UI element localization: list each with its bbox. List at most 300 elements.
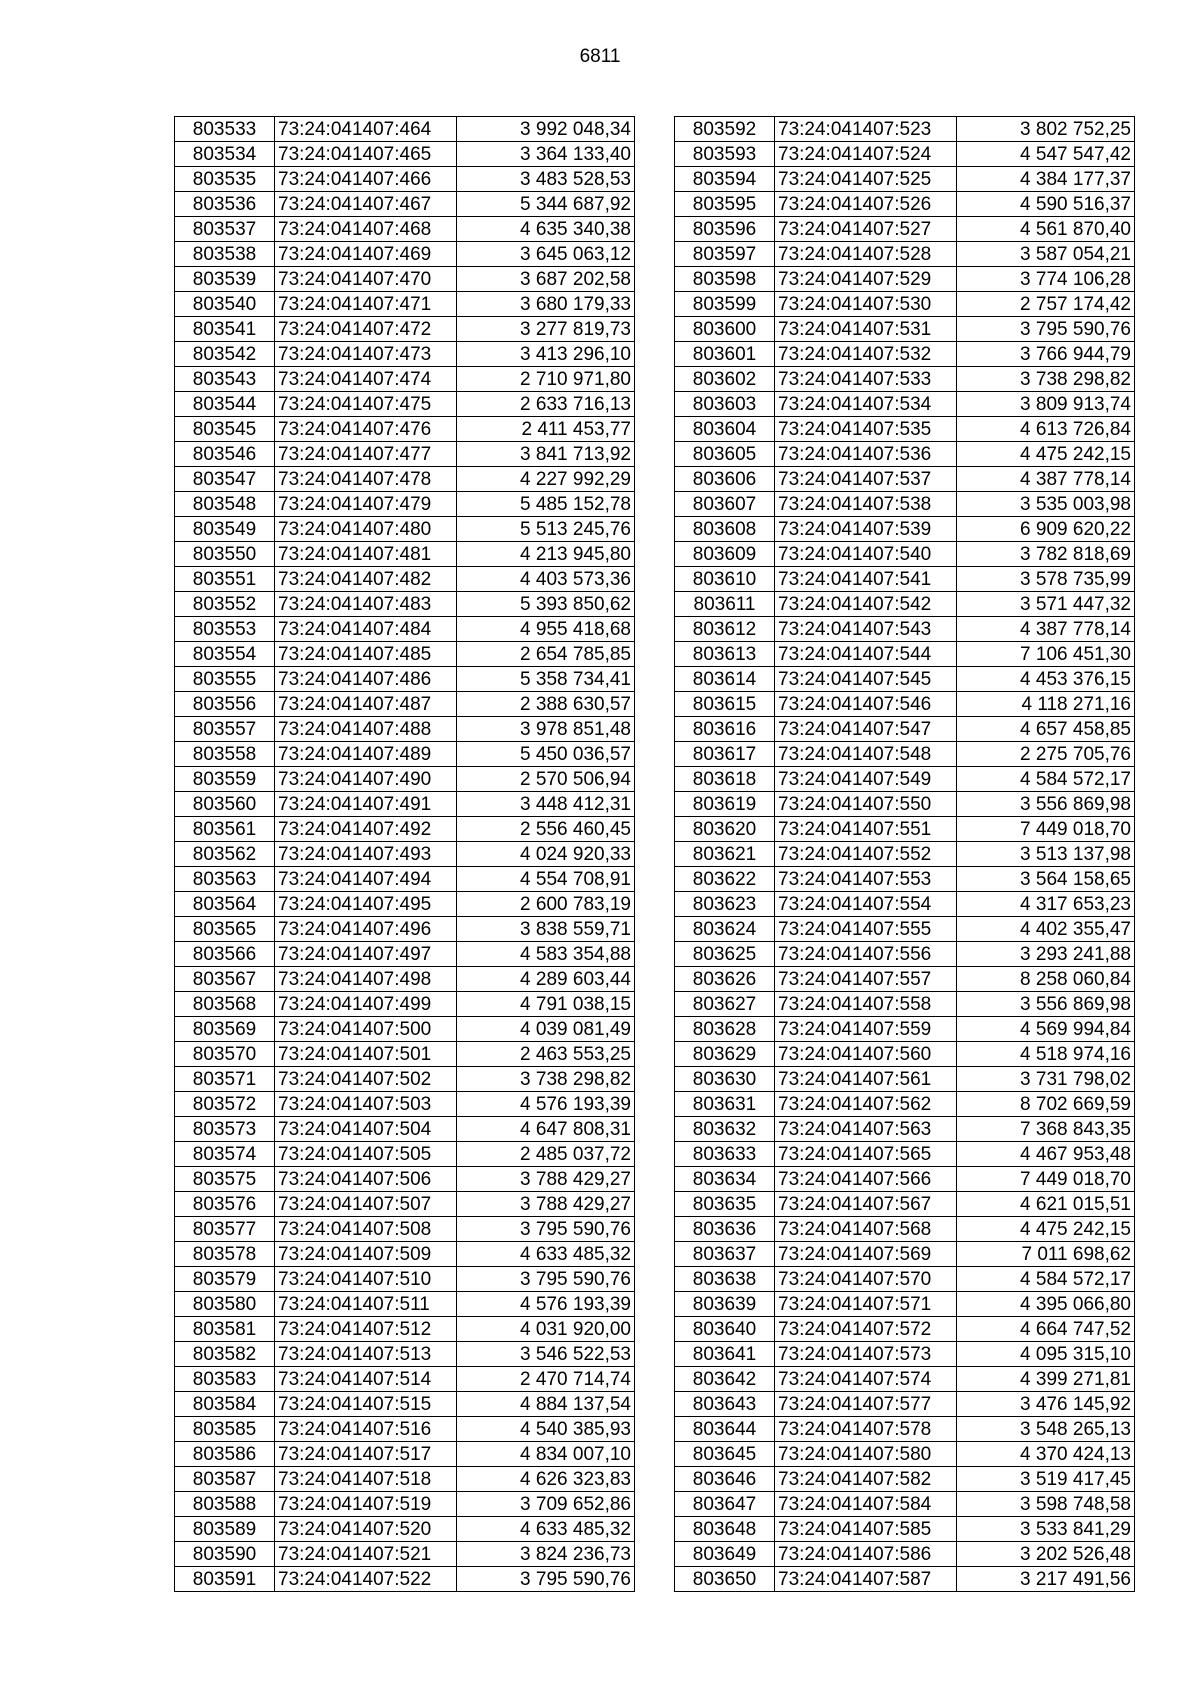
record-number-cell: 803588 <box>175 1492 275 1517</box>
cadastral-number-cell: 73:24:041407:530 <box>775 292 957 317</box>
record-number-cell: 803621 <box>675 842 775 867</box>
cadastral-value-cell: 3 548 265,13 <box>957 1417 1135 1442</box>
table-row <box>175 1217 635 1242</box>
record-number-cell: 803589 <box>175 1517 275 1542</box>
table-row <box>175 442 635 467</box>
record-number-cell: 803549 <box>175 517 275 542</box>
cadastral-number-cell: 73:24:041407:487 <box>275 692 457 717</box>
record-number-cell: 803564 <box>175 892 275 917</box>
table-row <box>675 1392 1135 1417</box>
cadastral-number-cell: 73:24:041407:560 <box>775 1042 957 1067</box>
cadastral-value-cell: 3 738 298,82 <box>457 1067 635 1092</box>
record-number-cell: 803592 <box>675 117 775 142</box>
table-row <box>175 367 635 392</box>
table-row <box>675 992 1135 1017</box>
table-row <box>175 742 635 767</box>
cadastral-number-cell: 73:24:041407:504 <box>275 1117 457 1142</box>
table-row <box>675 1117 1135 1142</box>
table-row <box>175 492 635 517</box>
record-number-cell: 803602 <box>675 367 775 392</box>
cadastral-number-cell: 73:24:041407:516 <box>275 1417 457 1442</box>
cadastral-value-cell: 4 584 572,17 <box>957 767 1135 792</box>
cadastral-value-cell: 4 621 015,51 <box>957 1192 1135 1217</box>
record-number-cell: 803576 <box>175 1192 275 1217</box>
table-row <box>675 167 1135 192</box>
cadastral-number-cell: 73:24:041407:502 <box>275 1067 457 1092</box>
record-number-cell: 803629 <box>675 1042 775 1067</box>
cadastral-number-cell: 73:24:041407:542 <box>775 592 957 617</box>
record-number-cell: 803567 <box>175 967 275 992</box>
cadastral-value-cell: 3 533 841,29 <box>957 1517 1135 1542</box>
cadastral-number-cell: 73:24:041407:472 <box>275 317 457 342</box>
table-row <box>675 142 1135 167</box>
cadastral-value-cell: 5 344 687,92 <box>457 192 635 217</box>
table-row <box>675 192 1135 217</box>
record-number-cell: 803546 <box>175 442 275 467</box>
table-row <box>675 942 1135 967</box>
cadastral-number-cell: 73:24:041407:476 <box>275 417 457 442</box>
cadastral-value-cell: 4 031 920,00 <box>457 1317 635 1342</box>
table-row <box>675 317 1135 342</box>
table-row <box>175 1517 635 1542</box>
cadastral-number-cell: 73:24:041407:541 <box>775 567 957 592</box>
cadastral-value-cell: 2 411 453,77 <box>457 417 635 442</box>
record-number-cell: 803648 <box>675 1517 775 1542</box>
cadastral-number-cell: 73:24:041407:584 <box>775 1492 957 1517</box>
record-number-cell: 803580 <box>175 1292 275 1317</box>
table-row <box>175 1092 635 1117</box>
record-number-cell: 803539 <box>175 267 275 292</box>
cadastral-number-cell: 73:24:041407:507 <box>275 1192 457 1217</box>
cadastral-value-cell: 2 556 460,45 <box>457 817 635 842</box>
record-number-cell: 803551 <box>175 567 275 592</box>
table-row <box>175 892 635 917</box>
cadastral-number-cell: 73:24:041407:470 <box>275 267 457 292</box>
cadastral-value-cell: 2 388 630,57 <box>457 692 635 717</box>
record-number-cell: 803610 <box>675 567 775 592</box>
cadastral-value-cell: 4 884 137,54 <box>457 1392 635 1417</box>
record-number-cell: 803535 <box>175 167 275 192</box>
table-row <box>175 1417 635 1442</box>
cadastral-number-cell: 73:24:041407:526 <box>775 192 957 217</box>
table-row <box>175 267 635 292</box>
table-row <box>675 1092 1135 1117</box>
cadastral-value-cell: 4 402 355,47 <box>957 917 1135 942</box>
cadastral-number-cell: 73:24:041407:486 <box>275 667 457 692</box>
table-row <box>675 742 1135 767</box>
cadastral-value-cell: 2 600 783,19 <box>457 892 635 917</box>
record-number-cell: 803557 <box>175 717 275 742</box>
table-row <box>675 342 1135 367</box>
cadastral-number-cell: 73:24:041407:511 <box>275 1292 457 1317</box>
record-number-cell: 803643 <box>675 1392 775 1417</box>
record-number-cell: 803582 <box>175 1342 275 1367</box>
table-row <box>175 1442 635 1467</box>
table-row <box>675 717 1135 742</box>
record-number-cell: 803628 <box>675 1017 775 1042</box>
cadastral-number-cell: 73:24:041407:532 <box>775 342 957 367</box>
record-number-cell: 803591 <box>175 1567 275 1592</box>
record-number-cell: 803563 <box>175 867 275 892</box>
table-row <box>675 817 1135 842</box>
record-number-cell: 803573 <box>175 1117 275 1142</box>
record-number-cell: 803554 <box>175 642 275 667</box>
record-number-cell: 803543 <box>175 367 275 392</box>
table-row <box>675 1417 1135 1442</box>
record-number-cell: 803601 <box>675 342 775 367</box>
record-number-cell: 803595 <box>675 192 775 217</box>
cadastral-value-cell: 3 802 752,25 <box>957 117 1135 142</box>
record-number-cell: 803541 <box>175 317 275 342</box>
cadastral-value-cell: 4 576 193,39 <box>457 1292 635 1317</box>
record-number-cell: 803579 <box>175 1267 275 1292</box>
cadastral-number-cell: 73:24:041407:491 <box>275 792 457 817</box>
table-row <box>675 1192 1135 1217</box>
cadastral-value-cell: 3 448 412,31 <box>457 792 635 817</box>
record-number-cell: 803613 <box>675 642 775 667</box>
cadastral-value-cell: 2 570 506,94 <box>457 767 635 792</box>
record-number-cell: 803612 <box>675 617 775 642</box>
cadastral-number-cell: 73:24:041407:482 <box>275 567 457 592</box>
table-row <box>175 792 635 817</box>
record-number-cell: 803599 <box>675 292 775 317</box>
cadastral-number-cell: 73:24:041407:488 <box>275 717 457 742</box>
record-number-cell: 803636 <box>675 1217 775 1242</box>
table-row <box>175 392 635 417</box>
table-row <box>175 1267 635 1292</box>
cadastral-number-cell: 73:24:041407:512 <box>275 1317 457 1342</box>
record-number-cell: 803617 <box>675 742 775 767</box>
record-number-cell: 803560 <box>175 792 275 817</box>
cadastral-value-cell: 4 384 177,37 <box>957 167 1135 192</box>
cadastral-value-cell: 3 364 133,40 <box>457 142 635 167</box>
cadastral-value-cell: 3 841 713,92 <box>457 442 635 467</box>
record-number-cell: 803552 <box>175 592 275 617</box>
record-number-cell: 803632 <box>675 1117 775 1142</box>
record-number-cell: 803624 <box>675 917 775 942</box>
table-row <box>675 667 1135 692</box>
table-row <box>175 167 635 192</box>
cadastral-number-cell: 73:24:041407:522 <box>275 1567 457 1592</box>
cadastral-value-cell: 3 556 869,98 <box>957 792 1135 817</box>
cadastral-value-cell: 4 403 573,36 <box>457 567 635 592</box>
table-row <box>175 192 635 217</box>
table-row <box>175 967 635 992</box>
cadastral-value-cell: 3 774 106,28 <box>957 267 1135 292</box>
table-row <box>175 1317 635 1342</box>
record-number-cell: 803633 <box>675 1142 775 1167</box>
cadastral-number-cell: 73:24:041407:468 <box>275 217 457 242</box>
cadastral-number-cell: 73:24:041407:547 <box>775 717 957 742</box>
table-row <box>175 417 635 442</box>
cadastral-value-cell: 4 561 870,40 <box>957 217 1135 242</box>
cadastral-number-cell: 73:24:041407:464 <box>275 117 457 142</box>
cadastral-number-cell: 73:24:041407:535 <box>775 417 957 442</box>
record-number-cell: 803593 <box>675 142 775 167</box>
table-row <box>675 1517 1135 1542</box>
cadastral-value-cell: 2 654 785,85 <box>457 642 635 667</box>
record-number-cell: 803574 <box>175 1142 275 1167</box>
record-number-cell: 803642 <box>675 1367 775 1392</box>
cadastral-value-cell: 4 289 603,44 <box>457 967 635 992</box>
cadastral-value-cell: 4 584 572,17 <box>957 1267 1135 1292</box>
table-row <box>175 117 635 142</box>
cadastral-value-cell: 3 992 048,34 <box>457 117 635 142</box>
record-number-cell: 803577 <box>175 1217 275 1242</box>
table-row <box>675 1542 1135 1567</box>
cadastral-value-cell: 5 485 152,78 <box>457 492 635 517</box>
cadastral-value-cell: 4 554 708,91 <box>457 867 635 892</box>
cadastral-value-cell: 4 626 323,83 <box>457 1467 635 1492</box>
record-number-cell: 803650 <box>675 1567 775 1592</box>
cadastral-value-cell: 4 213 945,80 <box>457 542 635 567</box>
record-number-cell: 803562 <box>175 842 275 867</box>
table-row <box>175 342 635 367</box>
cadastral-number-cell: 73:24:041407:553 <box>775 867 957 892</box>
table-row <box>175 542 635 567</box>
cadastral-number-cell: 73:24:041407:561 <box>775 1067 957 1092</box>
table-row <box>675 1567 1135 1592</box>
cadastral-number-cell: 73:24:041407:510 <box>275 1267 457 1292</box>
cadastral-value-cell: 7 011 698,62 <box>957 1242 1135 1267</box>
table-row <box>675 442 1135 467</box>
cadastral-number-cell: 73:24:041407:566 <box>775 1167 957 1192</box>
cadastral-value-cell: 7 449 018,70 <box>957 817 1135 842</box>
cadastral-value-cell: 4 317 653,23 <box>957 892 1135 917</box>
table-row <box>175 292 635 317</box>
cadastral-number-cell: 73:24:041407:471 <box>275 292 457 317</box>
record-number-cell: 803550 <box>175 542 275 567</box>
record-number-cell: 803646 <box>675 1467 775 1492</box>
table-row <box>175 242 635 267</box>
table-row <box>675 1317 1135 1342</box>
table-row <box>675 1267 1135 1292</box>
table-row <box>675 967 1135 992</box>
table-row <box>175 142 635 167</box>
cadastral-number-cell: 73:24:041407:524 <box>775 142 957 167</box>
cadastral-number-cell: 73:24:041407:478 <box>275 467 457 492</box>
cadastral-number-cell: 73:24:041407:545 <box>775 667 957 692</box>
cadastral-number-cell: 73:24:041407:479 <box>275 492 457 517</box>
table-row <box>675 592 1135 617</box>
table-row <box>675 492 1135 517</box>
cadastral-value-cell: 4 635 340,38 <box>457 217 635 242</box>
cadastral-value-cell: 4 834 007,10 <box>457 1442 635 1467</box>
cadastral-number-cell: 73:24:041407:557 <box>775 967 957 992</box>
table-row <box>675 1467 1135 1492</box>
cadastral-number-cell: 73:24:041407:492 <box>275 817 457 842</box>
cadastral-number-cell: 73:24:041407:506 <box>275 1167 457 1192</box>
record-number-cell: 803638 <box>675 1267 775 1292</box>
cadastral-value-cell: 2 485 037,72 <box>457 1142 635 1167</box>
cadastral-value-cell: 3 795 590,76 <box>457 1567 635 1592</box>
record-number-cell: 803608 <box>675 517 775 542</box>
table-row <box>675 767 1135 792</box>
record-number-cell: 803616 <box>675 717 775 742</box>
table-row <box>175 1467 635 1492</box>
cadastral-number-cell: 73:24:041407:519 <box>275 1492 457 1517</box>
cadastral-value-cell: 8 258 060,84 <box>957 967 1135 992</box>
record-number-cell: 803572 <box>175 1092 275 1117</box>
cadastral-number-cell: 73:24:041407:569 <box>775 1242 957 1267</box>
cadastral-number-cell: 73:24:041407:527 <box>775 217 957 242</box>
record-number-cell: 803583 <box>175 1367 275 1392</box>
record-number-cell: 803620 <box>675 817 775 842</box>
record-number-cell: 803571 <box>175 1067 275 1092</box>
cadastral-number-cell: 73:24:041407:503 <box>275 1092 457 1117</box>
table-row <box>675 1067 1135 1092</box>
cadastral-number-cell: 73:24:041407:578 <box>775 1417 957 1442</box>
cadastral-value-cell: 3 217 491,56 <box>957 1567 1135 1592</box>
cadastral-number-cell: 73:24:041407:525 <box>775 167 957 192</box>
table-row <box>675 392 1135 417</box>
cadastral-number-cell: 73:24:041407:568 <box>775 1217 957 1242</box>
table-row <box>675 467 1135 492</box>
cadastral-value-cell: 3 687 202,58 <box>457 267 635 292</box>
cadastral-value-cell: 4 576 193,39 <box>457 1092 635 1117</box>
cadastral-number-cell: 73:24:041407:466 <box>275 167 457 192</box>
table-row <box>675 642 1135 667</box>
cadastral-value-cell: 4 791 038,15 <box>457 992 635 1017</box>
record-number-cell: 803627 <box>675 992 775 1017</box>
record-number-cell: 803606 <box>675 467 775 492</box>
table-row <box>175 817 635 842</box>
cadastral-number-cell: 73:24:041407:539 <box>775 517 957 542</box>
cadastral-value-cell: 3 809 913,74 <box>957 392 1135 417</box>
cadastral-value-cell: 4 387 778,14 <box>957 617 1135 642</box>
table-row <box>175 1392 635 1417</box>
cadastral-number-cell: 73:24:041407:505 <box>275 1142 457 1167</box>
cadastral-value-cell: 5 513 245,76 <box>457 517 635 542</box>
cadastral-value-cell: 4 024 920,33 <box>457 842 635 867</box>
table-row <box>675 1292 1135 1317</box>
cadastral-number-cell: 73:24:041407:558 <box>775 992 957 1017</box>
cadastral-number-cell: 73:24:041407:500 <box>275 1017 457 1042</box>
table-row <box>175 917 635 942</box>
cadastral-value-cell: 4 118 271,16 <box>957 692 1135 717</box>
cadastral-value-cell: 4 583 354,88 <box>457 942 635 967</box>
record-number-cell: 803623 <box>675 892 775 917</box>
cadastral-number-cell: 73:24:041407:540 <box>775 542 957 567</box>
cadastral-number-cell: 73:24:041407:473 <box>275 342 457 367</box>
record-number-cell: 803609 <box>675 542 775 567</box>
table-row <box>175 317 635 342</box>
record-number-cell: 803644 <box>675 1417 775 1442</box>
cadastral-number-cell: 73:24:041407:480 <box>275 517 457 542</box>
cadastral-value-cell: 2 757 174,42 <box>957 292 1135 317</box>
cadastral-number-cell: 73:24:041407:537 <box>775 467 957 492</box>
table-row <box>675 1367 1135 1392</box>
cadastral-value-cell: 2 275 705,76 <box>957 742 1135 767</box>
cadastral-value-cell: 3 645 063,12 <box>457 242 635 267</box>
cadastral-number-cell: 73:24:041407:474 <box>275 367 457 392</box>
record-number-cell: 803569 <box>175 1017 275 1042</box>
table-row <box>175 1017 635 1042</box>
record-number-cell: 803607 <box>675 492 775 517</box>
cadastral-number-cell: 73:24:041407:493 <box>275 842 457 867</box>
cadastral-number-cell: 73:24:041407:538 <box>775 492 957 517</box>
record-number-cell: 803630 <box>675 1067 775 1092</box>
record-number-cell: 803536 <box>175 192 275 217</box>
cadastral-value-cell: 2 463 553,25 <box>457 1042 635 1067</box>
cadastral-number-cell: 73:24:041407:514 <box>275 1367 457 1392</box>
cadastral-value-cell: 3 535 003,98 <box>957 492 1135 517</box>
cadastral-value-cell: 5 358 734,41 <box>457 667 635 692</box>
record-number-cell: 803586 <box>175 1442 275 1467</box>
record-number-cell: 803547 <box>175 467 275 492</box>
cadastral-number-cell: 73:24:041407:467 <box>275 192 457 217</box>
cadastral-value-cell: 3 680 179,33 <box>457 292 635 317</box>
record-number-cell: 803625 <box>675 942 775 967</box>
cadastral-number-cell: 73:24:041407:484 <box>275 617 457 642</box>
cadastral-number-cell: 73:24:041407:582 <box>775 1467 957 1492</box>
cadastral-value-cell: 6 909 620,22 <box>957 517 1135 542</box>
record-number-cell: 803578 <box>175 1242 275 1267</box>
cadastral-number-cell: 73:24:041407:572 <box>775 1317 957 1342</box>
table-row <box>175 1142 635 1167</box>
cadastral-number-cell: 73:24:041407:533 <box>775 367 957 392</box>
record-number-cell: 803603 <box>675 392 775 417</box>
cadastral-number-cell: 73:24:041407:481 <box>275 542 457 567</box>
record-number-cell: 803645 <box>675 1442 775 1467</box>
record-number-cell: 803598 <box>675 267 775 292</box>
cadastral-value-cell: 3 578 735,99 <box>957 567 1135 592</box>
record-number-cell: 803626 <box>675 967 775 992</box>
table-row <box>175 1567 635 1592</box>
cadastral-value-cell: 4 547 547,42 <box>957 142 1135 167</box>
cadastral-value-cell: 4 664 747,52 <box>957 1317 1135 1342</box>
cadastral-value-cell: 3 587 054,21 <box>957 242 1135 267</box>
record-number-cell: 803631 <box>675 1092 775 1117</box>
table-row <box>175 467 635 492</box>
cadastral-number-cell: 73:24:041407:469 <box>275 242 457 267</box>
cadastral-number-cell: 73:24:041407:552 <box>775 842 957 867</box>
cadastral-value-cell: 4 633 485,32 <box>457 1517 635 1542</box>
cadastral-value-cell: 3 731 798,02 <box>957 1067 1135 1092</box>
cadastral-number-cell: 73:24:041407:528 <box>775 242 957 267</box>
table-row <box>675 1242 1135 1267</box>
table-row <box>675 217 1135 242</box>
table-row <box>175 1542 635 1567</box>
table-row <box>175 867 635 892</box>
cadastral-value-cell: 3 293 241,88 <box>957 942 1135 967</box>
cadastral-number-cell: 73:24:041407:523 <box>775 117 957 142</box>
cadastral-number-cell: 73:24:041407:574 <box>775 1367 957 1392</box>
cadastral-value-cell: 4 633 485,32 <box>457 1242 635 1267</box>
cadastral-number-cell: 73:24:041407:563 <box>775 1117 957 1142</box>
table-row <box>175 767 635 792</box>
table-row <box>175 992 635 1017</box>
table-row <box>175 217 635 242</box>
record-number-cell: 803618 <box>675 767 775 792</box>
cadastral-number-cell: 73:24:041407:562 <box>775 1092 957 1117</box>
cadastral-value-cell: 3 483 528,53 <box>457 167 635 192</box>
cadastral-number-cell: 73:24:041407:515 <box>275 1392 457 1417</box>
cadastral-number-cell: 73:24:041407:559 <box>775 1017 957 1042</box>
cadastral-value-cell: 3 788 429,27 <box>457 1167 635 1192</box>
cadastral-number-cell: 73:24:041407:585 <box>775 1517 957 1542</box>
cadastral-value-cell: 4 518 974,16 <box>957 1042 1135 1067</box>
table-row <box>675 1042 1135 1067</box>
table-row <box>675 242 1135 267</box>
cadastral-number-cell: 73:24:041407:549 <box>775 767 957 792</box>
cadastral-value-cell: 4 039 081,49 <box>457 1017 635 1042</box>
cadastral-number-cell: 73:24:041407:497 <box>275 942 457 967</box>
cadastral-number-cell: 73:24:041407:518 <box>275 1467 457 1492</box>
table-row <box>175 1117 635 1142</box>
record-number-cell: 803639 <box>675 1292 775 1317</box>
record-number-cell: 803619 <box>675 792 775 817</box>
